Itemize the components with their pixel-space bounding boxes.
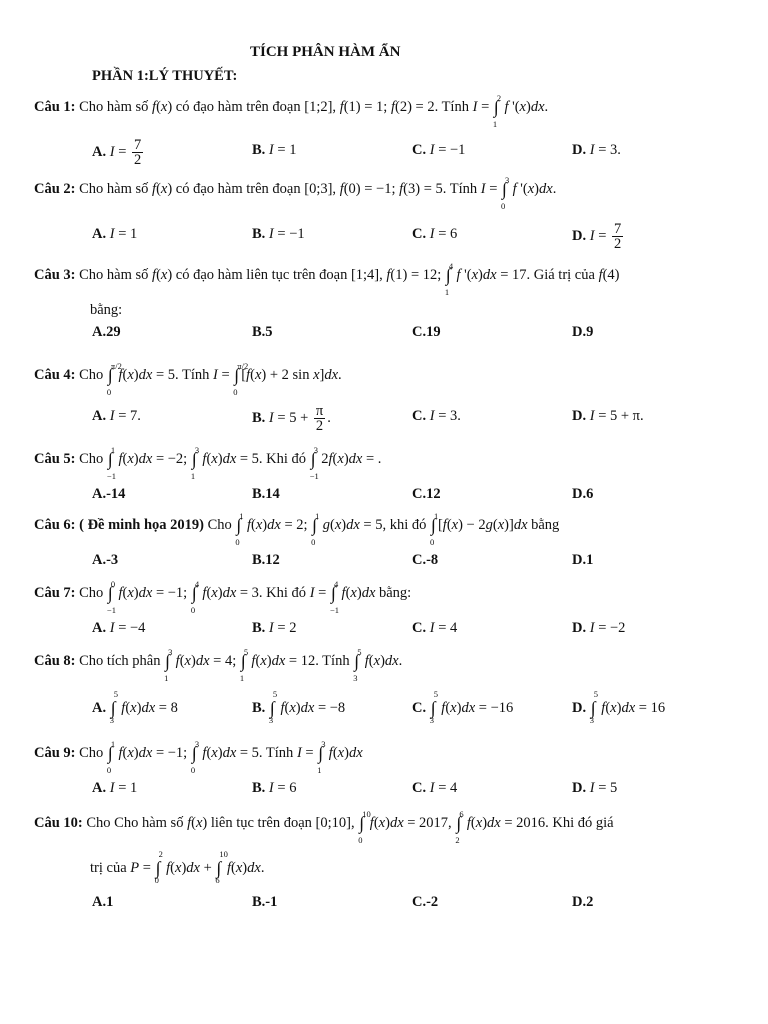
option-c[interactable]: C.-2 bbox=[412, 894, 439, 910]
option-a[interactable]: A.-3 bbox=[92, 552, 119, 568]
options-row bbox=[0, 620, 768, 644]
option-a[interactable]: A.-14 bbox=[92, 486, 126, 502]
page-title: TÍCH PHÂN HÀM ẨN bbox=[250, 44, 401, 60]
option-c[interactable]: C.12 bbox=[412, 486, 441, 502]
question-label: Câu 10: bbox=[34, 815, 83, 831]
option-b[interactable]: B. I = 1 bbox=[252, 142, 297, 158]
option-b[interactable]: B.-1 bbox=[252, 894, 278, 910]
option-d[interactable]: D.2 bbox=[572, 894, 594, 910]
option-d[interactable]: D.9 bbox=[572, 324, 594, 340]
option-c[interactable]: C. I = 4 bbox=[412, 780, 458, 796]
question-10: Câu 10: Cho Cho hàm số f(x) liên tục trên đoạn [0;10], ∫ 10 0 f(x)dx = 2017, ∫ 6 2 f(x)dx = 2016. Khi đó giá bbox=[34, 809, 614, 845]
option-b[interactable]: B. ∫ 5 3 f(x)dx = −8 bbox=[252, 689, 346, 725]
options-row bbox=[0, 894, 768, 918]
option-b[interactable]: B.12 bbox=[252, 552, 280, 568]
options-row bbox=[0, 324, 768, 348]
option-b[interactable]: B. I = 6 bbox=[252, 780, 297, 796]
question-7: Câu 7: Cho ∫ 0 −1 f(x)dx = −1; ∫ 4 0 f(x)dx = 3. Khi đó I = ∫ 4 −1 f(x)dx bằng: bbox=[34, 579, 412, 615]
question-label: Câu 9: bbox=[34, 745, 76, 761]
option-a[interactable]: A. I = 1 bbox=[92, 226, 138, 242]
options-row bbox=[0, 780, 768, 804]
option-b[interactable]: B. I = −1 bbox=[252, 226, 305, 242]
question-label: Câu 4: bbox=[34, 367, 76, 383]
option-c[interactable]: C. I = −1 bbox=[412, 142, 466, 158]
option-d[interactable]: D.6 bbox=[572, 486, 594, 502]
option-d[interactable]: D. I = 5 bbox=[572, 780, 618, 796]
option-b[interactable]: B.14 bbox=[252, 486, 280, 502]
options-row bbox=[0, 221, 768, 252]
option-a[interactable]: A.29 bbox=[92, 324, 121, 340]
option-c[interactable]: C. I = 4 bbox=[412, 620, 458, 636]
section-heading: PHẦN 1:LÝ THUYẾT: bbox=[92, 68, 238, 84]
question-8: Câu 8: Cho tích phân ∫ 3 1 f(x)dx = 4; ∫ 5 1 f(x)dx = 12. Tính ∫ 5 3 f(x)dx. bbox=[34, 647, 403, 683]
options-row bbox=[0, 689, 768, 725]
question-label: Câu 6: ( Đề minh họa 2019) bbox=[34, 517, 204, 533]
options-row bbox=[0, 486, 768, 510]
question-label: Câu 2: bbox=[34, 181, 76, 197]
question-label: Câu 8: bbox=[34, 653, 76, 669]
question-3: Câu 3: Cho hàm số f(x) có đạo hàm liên tục trên đoạn [1;4], f(1) = 12; ∫ 4 1 f '(x)dx = 17. Giá trị của f(4) bbox=[34, 261, 620, 297]
question-continuation: bằng: bbox=[90, 302, 123, 318]
options-row bbox=[0, 552, 768, 576]
question-label: Câu 7: bbox=[34, 585, 76, 601]
option-d[interactable]: D. I = 5 + π. bbox=[572, 408, 644, 424]
option-b[interactable]: B.5 bbox=[252, 324, 273, 340]
option-c[interactable]: C. I = 6 bbox=[412, 226, 458, 242]
option-d[interactable]: D. I = $\frac{7}{2}$ bbox=[572, 221, 622, 252]
option-c[interactable]: C.-8 bbox=[412, 552, 439, 568]
option-a[interactable]: A.1 bbox=[92, 894, 114, 910]
question-2: Câu 2: Cho hàm số f(x) có đạo hàm trên đoạn [0;3], f(0) = −1; f(3) = 5. Tính I = ∫ 3 0 f '(x)dx. bbox=[34, 175, 557, 211]
question-label: Câu 5: bbox=[34, 451, 76, 467]
option-a[interactable]: A. I = 7. bbox=[92, 408, 141, 424]
question-1: Câu 1: Cho hàm số f(x) có đạo hàm trên đoạn [1;2], f(1) = 1; f(2) = 2. Tính I = ∫ 2 1 f '(x)dx. bbox=[34, 93, 549, 129]
option-b[interactable]: B. I = 2 bbox=[252, 620, 297, 636]
option-d[interactable]: D. I = −2 bbox=[572, 620, 626, 636]
option-d[interactable]: D. I = 3. bbox=[572, 142, 621, 158]
question-5: Câu 5: Cho ∫ 1 −1 f(x)dx = −2; ∫ 3 1 f(x)dx = 5. Khi đó ∫ 3 −1 2f(x)dx = . bbox=[34, 445, 382, 481]
option-a[interactable]: A. I = $\frac{7}{2}$ bbox=[92, 137, 142, 168]
question-6: Câu 6: ( Đề minh họa 2019) Cho ∫ 1 0 f(x)dx = 2; ∫ 1 0 g(x)dx = 5, khi đó ∫ 1 0 [f(x) − 2g(x)]dx bằng bbox=[34, 511, 560, 547]
question-label: Câu 3: bbox=[34, 267, 76, 283]
option-d[interactable]: D. ∫ 5 3 f(x)dx = 16 bbox=[572, 689, 666, 725]
option-a[interactable]: A. I = 1 bbox=[92, 780, 138, 796]
question-4: Câu 4: Cho ∫ π/2 0 f(x)dx = 5. Tính I = ∫ π/2 0 [f(x) + 2 sin x]dx. bbox=[34, 361, 342, 397]
options-row bbox=[0, 137, 768, 168]
option-d[interactable]: D.1 bbox=[572, 552, 594, 568]
question-9: Câu 9: Cho ∫ 1 0 f(x)dx = −1; ∫ 3 0 f(x)dx = 5. Tính I = ∫ 3 1 f(x)dx bbox=[34, 739, 363, 775]
option-a[interactable]: A. ∫ 5 3 f(x)dx = 8 bbox=[92, 689, 178, 725]
question-continuation: trị của P = ∫ 2 0 f(x)dx + ∫ 10 6 f(x)dx. bbox=[90, 849, 265, 885]
option-c[interactable]: C. I = 3. bbox=[412, 408, 461, 424]
option-a[interactable]: A. I = −4 bbox=[92, 620, 146, 636]
option-c[interactable]: C. ∫ 5 3 f(x)dx = −16 bbox=[412, 689, 514, 725]
options-row bbox=[0, 403, 768, 434]
option-b[interactable]: B. I = 5 + $\frac{\pi}{2}$ . bbox=[252, 403, 331, 434]
option-c[interactable]: C.19 bbox=[412, 324, 441, 340]
question-label: Câu 1: bbox=[34, 99, 76, 115]
